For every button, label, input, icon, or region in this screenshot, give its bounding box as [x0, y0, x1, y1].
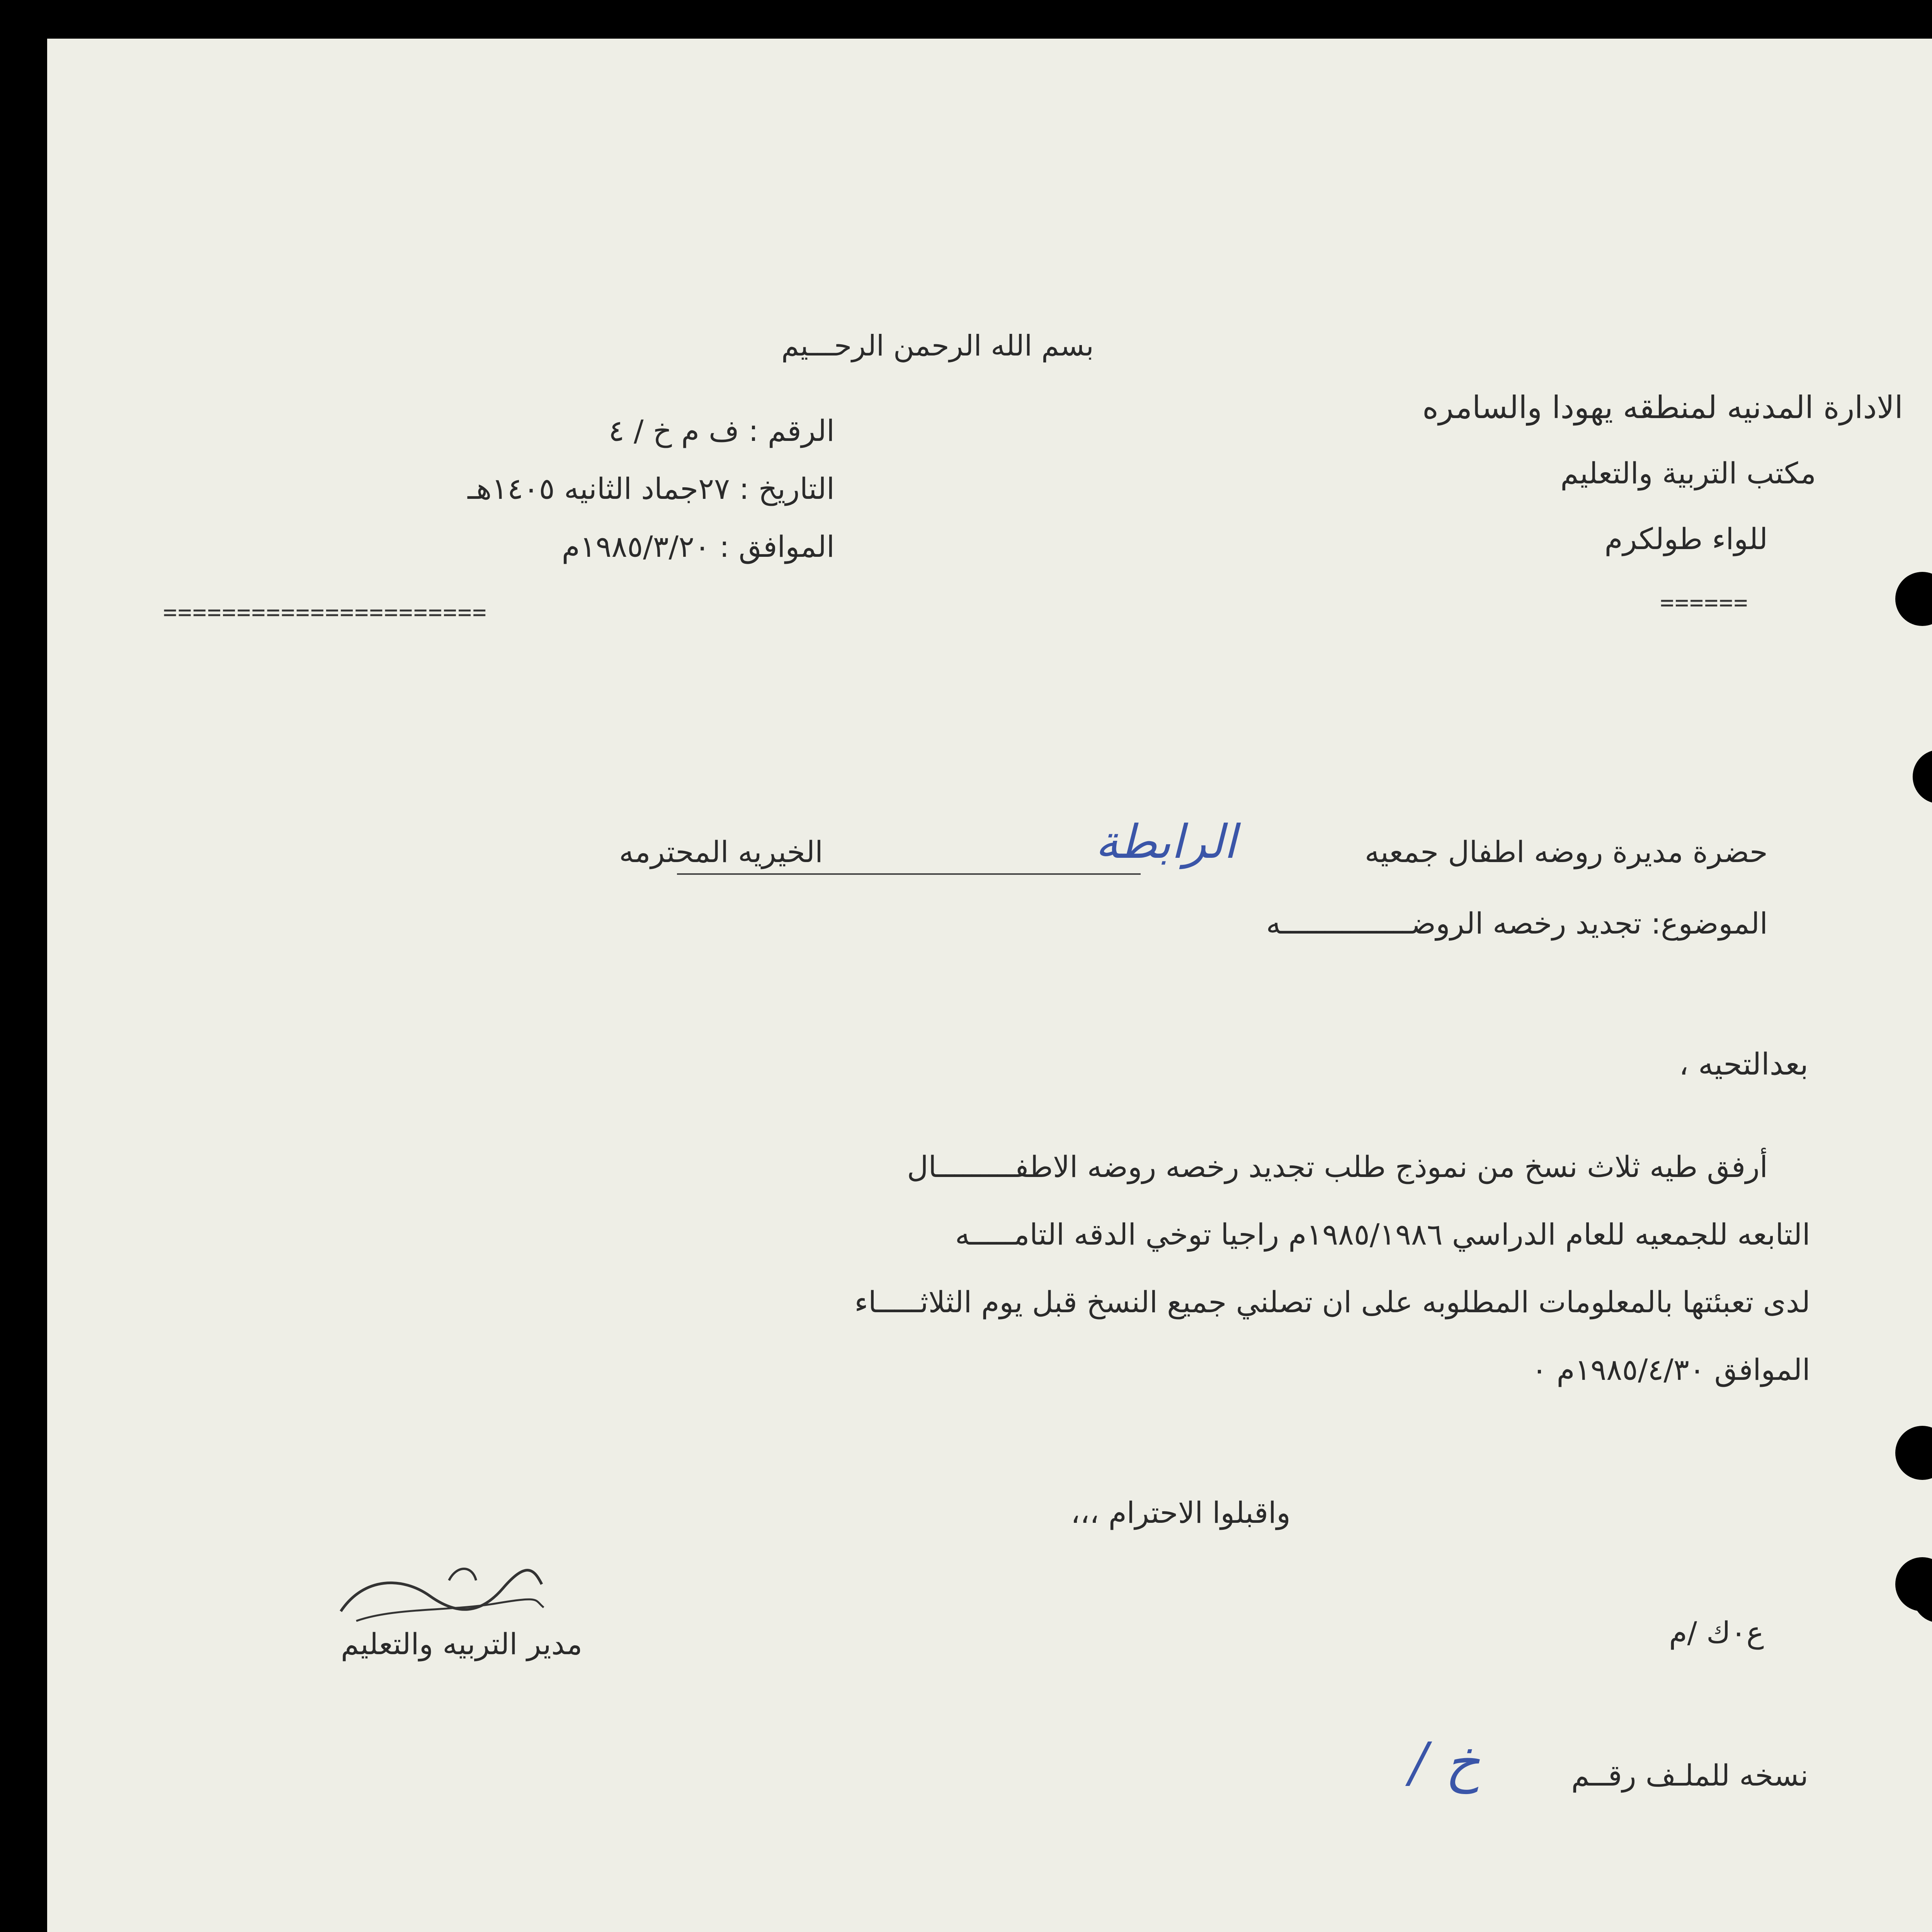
issuer-separator: ====== — [1660, 589, 1748, 616]
date-hijri: التاريخ : ٢٧جماد الثانيه ١٤٠٥هـ — [468, 471, 835, 506]
issuer-line-3: للواء طولكرم — [1604, 522, 1768, 556]
reference-separator: ====================== — [163, 599, 487, 626]
signature — [333, 1553, 549, 1634]
punch-hole-2 — [1913, 750, 1932, 804]
body-line-3: لدى تعبئتها بالمعلومات المطلوبه على ان تصلني جميع النسخ قبل يوم الثلاثـــــاء — [854, 1285, 1810, 1319]
signature-title: مدير التربيه والتعليم — [341, 1627, 583, 1661]
issuer-line-1: الادارة المدنيه لمنطقه يهودا والسامره — [1422, 389, 1903, 425]
body-line-2: التابعه للجمعيه للعام الدراسي ١٩٨٥/١٩٨٦م راجيا توخي الدقه التامـــــه — [955, 1217, 1810, 1252]
issuer-line-2: مكتب التربية والتعليم — [1560, 456, 1816, 490]
file-copy-label: نسخه للملـف رقــم — [1571, 1758, 1808, 1793]
handwritten-file-number: خ / — [1409, 1731, 1480, 1794]
subject-line: الموضوع: تجديد رخصه الروضـــــــــــــــه — [1266, 906, 1768, 940]
date-gregorian: الموافق : ١٩٨٥/٣/٢٠م — [561, 529, 835, 564]
greeting: بعدالتحيه ، — [1679, 1047, 1808, 1082]
reference-number: الرقم : ف م خ / ٤ — [609, 413, 835, 448]
document-page — [47, 39, 1932, 1932]
addressee-suffix: الخيريه المحترمه — [619, 835, 823, 869]
addressee-prefix: حضرة مديرة روضه اطفال جمعيه — [1364, 835, 1768, 869]
addressee-underline — [677, 873, 1141, 875]
closing-line: واقبلوا الاحترام ،،، — [1071, 1495, 1291, 1530]
initials: ع٠ك /م — [1669, 1615, 1764, 1650]
body-line-4: الموافق ١٩٨٥/٤/٣٠م ٠ — [1531, 1352, 1810, 1387]
body-line-1: أرفق طيه ثلاث نسخ من نموذج طلب تجديد رخصه روضه الاطفـــــــــال — [907, 1150, 1768, 1184]
punch-hole-1 — [1895, 572, 1932, 626]
punch-hole-3 — [1895, 1426, 1932, 1480]
basmala: بسم الله الرحمن الرحـــيم — [781, 329, 1094, 362]
handwritten-association-name: الرابطة — [1095, 815, 1236, 869]
